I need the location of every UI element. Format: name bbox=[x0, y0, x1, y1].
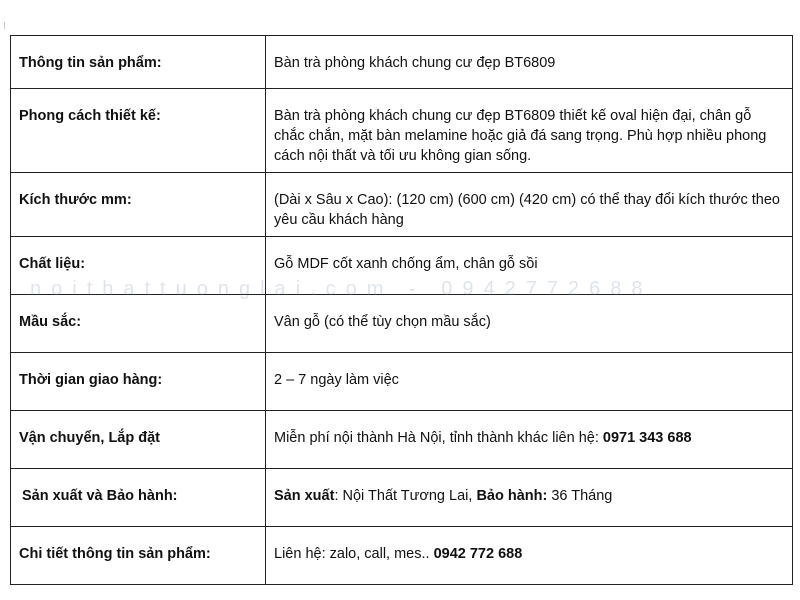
warranty-value: 36 Tháng bbox=[547, 488, 613, 504]
row-value: Gỗ MDF cốt xanh chống ẩm, chân gỗ sồi bbox=[266, 237, 793, 295]
corner-mark bbox=[4, 22, 5, 29]
row-value: Bàn trà phòng khách chung cư đẹp BT6809 thiết kế oval hiện đại, chân gỗ chắc chắn, mặt bàn melamine hoặc giả đá sang trọng. Phù hợp nhiều phong cách nội thất và tối ưu không gian sống. bbox=[266, 89, 793, 173]
row-label: Phong cách thiết kế: bbox=[11, 89, 266, 173]
table-row bbox=[11, 527, 793, 585]
table-row bbox=[11, 295, 793, 353]
row-label: Kích thước mm: bbox=[11, 173, 266, 237]
table-row bbox=[11, 173, 793, 237]
row-label: Thời gian giao hàng: bbox=[11, 353, 266, 411]
table-row bbox=[11, 353, 793, 411]
row-value-text: Liên hệ: zalo, call, mes.. bbox=[274, 546, 434, 562]
row-value: 2 – 7 ngày làm việc bbox=[266, 353, 793, 411]
row-label: Sản xuất và Bảo hành: bbox=[11, 469, 266, 527]
row-value: (Dài x Sâu x Cao): (120 cm) (600 cm) (420 cm) có thể thay đổi kích thước theo yêu cầu khách hàng bbox=[266, 173, 793, 237]
table-row bbox=[11, 89, 793, 173]
table-row bbox=[11, 36, 793, 89]
row-value bbox=[266, 469, 793, 527]
row-value: Bàn trà phòng khách chung cư đẹp BT6809 bbox=[266, 36, 793, 89]
production-label: Sản xuất bbox=[274, 488, 335, 504]
product-spec-table bbox=[10, 35, 793, 585]
table-row bbox=[11, 469, 793, 527]
row-value bbox=[266, 411, 793, 469]
production-value: : Nội Thất Tương Lai, bbox=[334, 488, 477, 504]
row-label: Vận chuyển, Lắp đặt bbox=[11, 411, 266, 469]
row-value bbox=[266, 527, 793, 585]
phone-number: 0971 343 688 bbox=[602, 430, 692, 446]
row-label: Thông tin sản phẩm: bbox=[11, 36, 266, 89]
row-value-text: Miễn phí nội thành Hà Nội, tỉnh thành khác liên hệ: bbox=[274, 430, 603, 446]
phone-number: 0942 772 688 bbox=[433, 546, 523, 562]
watermark: noithattuonglai.com - 0942772688 bbox=[30, 278, 653, 300]
row-label: Chi tiết thông tin sản phẩm: bbox=[11, 527, 266, 585]
table-row bbox=[11, 411, 793, 469]
row-label: Mầu sắc: bbox=[11, 295, 266, 353]
row-label: Chất liệu: bbox=[11, 237, 266, 295]
row-value: Vân gỗ (có thể tùy chọn mầu sắc) bbox=[266, 295, 793, 353]
warranty-label: Bảo hành: bbox=[476, 488, 548, 504]
table-row bbox=[11, 237, 793, 295]
